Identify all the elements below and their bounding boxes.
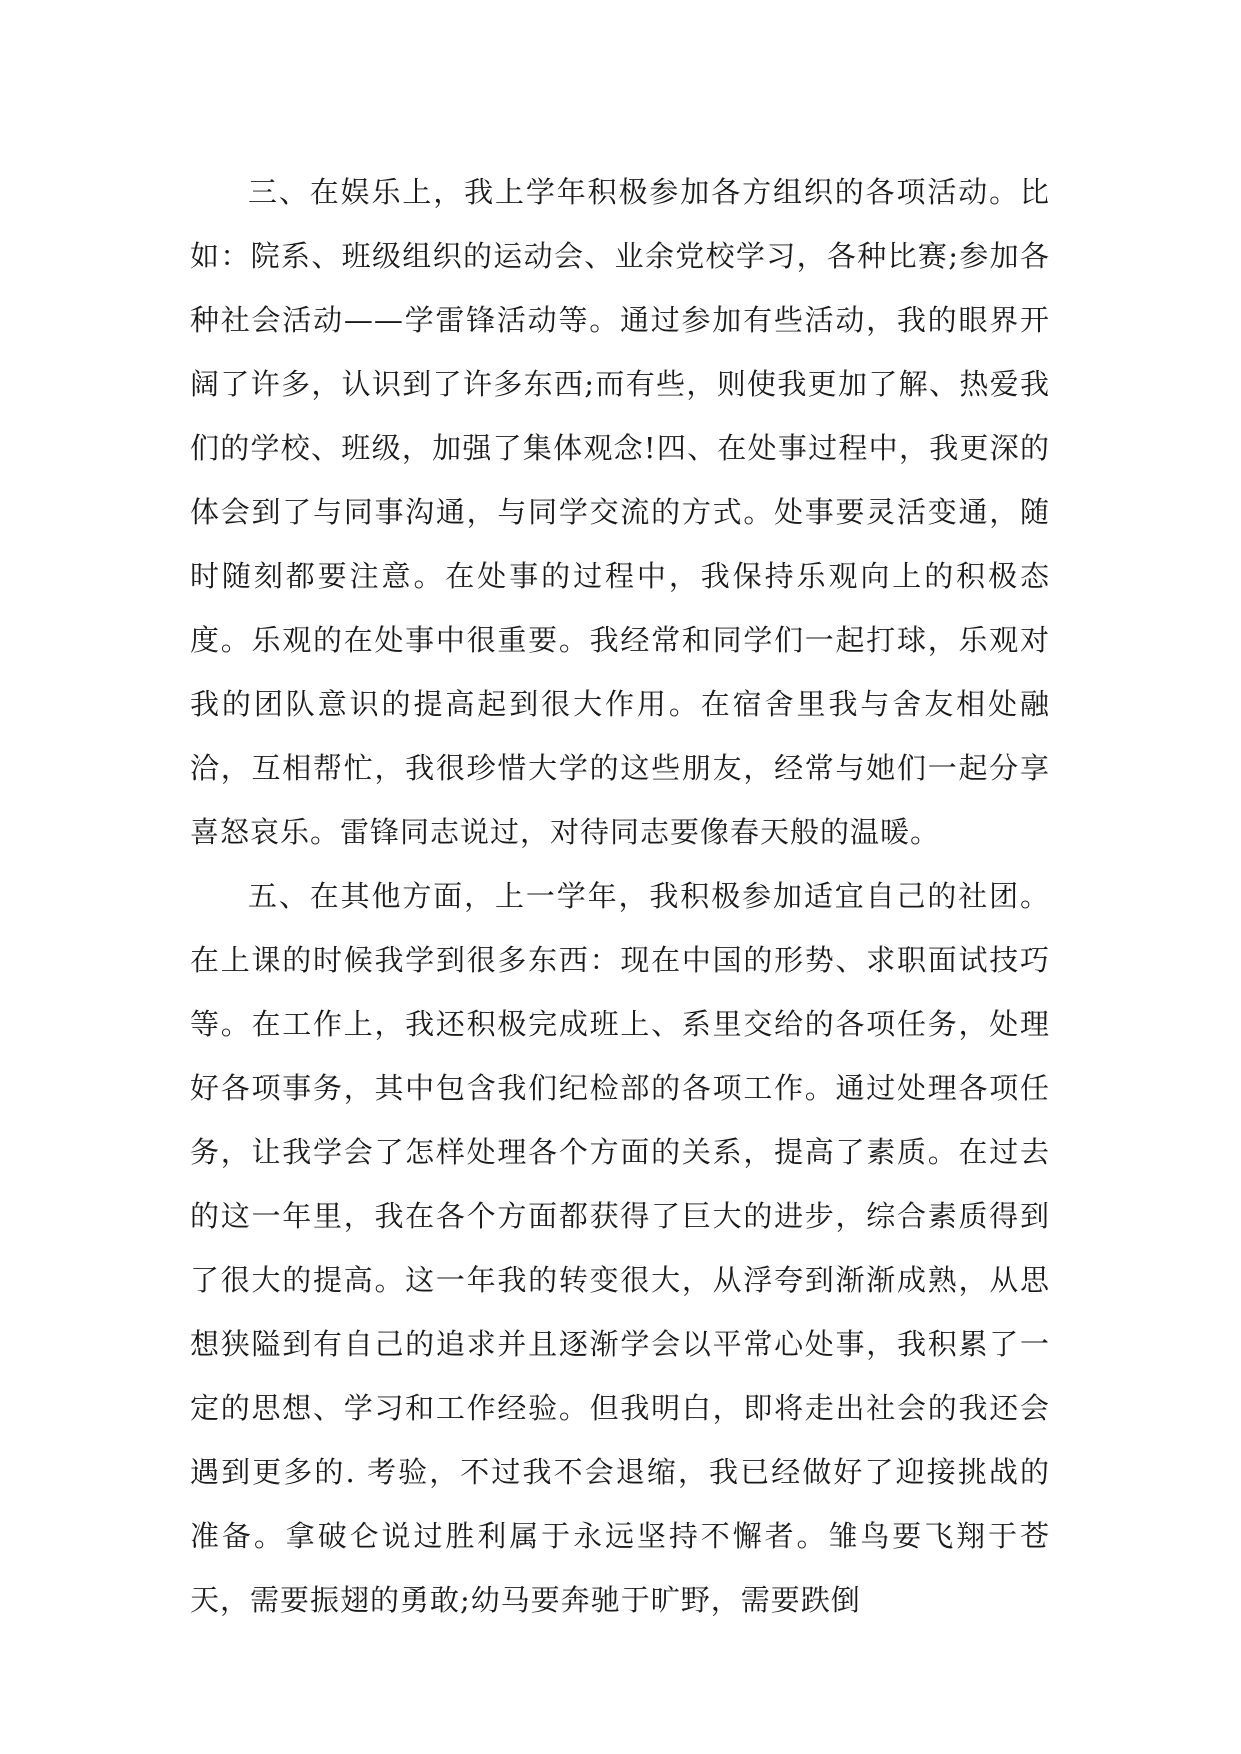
- document-body: [190, 160, 1050, 1632]
- paragraph-other-aspects: 五、在其他方面，上一学年，我积极参加适宜自己的社团。在上课的时候我学到很多东西：现在中国的形势、求职面试技巧等。在工作上，我还积极完成班上、系里交给的各项任务，处理好各项事务，其中包含我们纪检部的各项工作。通过处理各项任务，让我学会了怎样处理各个方面的关系，提高了素质。在过去的这一年里，我在各个方面都获得了巨大的进步，综合素质得到了很大的提高。这一年我的转变很大，从浮夸到渐渐成熟，从思想狭隘到有自己的追求并且逐渐学会以平常心处事，我积累了一定的思想、学习和工作经验。但我明白，即将走出社会的我还会遇到更多的. 考验，不过我不会退缩，我已经做好了迎接挑战的准备。拿破仑说过胜利属于永远坚持不懈者。雏鸟要飞翔于苍天，需要振翅的勇敢;幼马要奔驰于旷野，需要跌倒: [190, 879, 1050, 1617]
- paragraph-entertainment: 三、在娱乐上，我上学年积极参加各方组织的各项活动。比如：院系、班级组织的运动会、业余党校学习，各种比赛;参加各种社会活动——学雷锋活动等。通过参加有些活动，我的眼界开阔了许多，认识到了许多东西;而有些，则使我更加了解、热爱我们的学校、班级，加强了集体观念!四、在处事过程中，我更深的体会到了与同事沟通，与同学交流的方式。处事要灵活变通，随时随刻都要注意。在处事的过程中，我保持乐观向上的积极态度。乐观的在处事中很重要。我经常和同学们一起打球，乐观对我的团队意识的提高起到很大作用。在宿舍里我与舍友相处融洽，互相帮忙，我很珍惜大学的这些朋友，经常与她们一起分享喜怒哀乐。雷锋同志说过，对待同志要像春天般的温暖。: [190, 175, 1050, 849]
